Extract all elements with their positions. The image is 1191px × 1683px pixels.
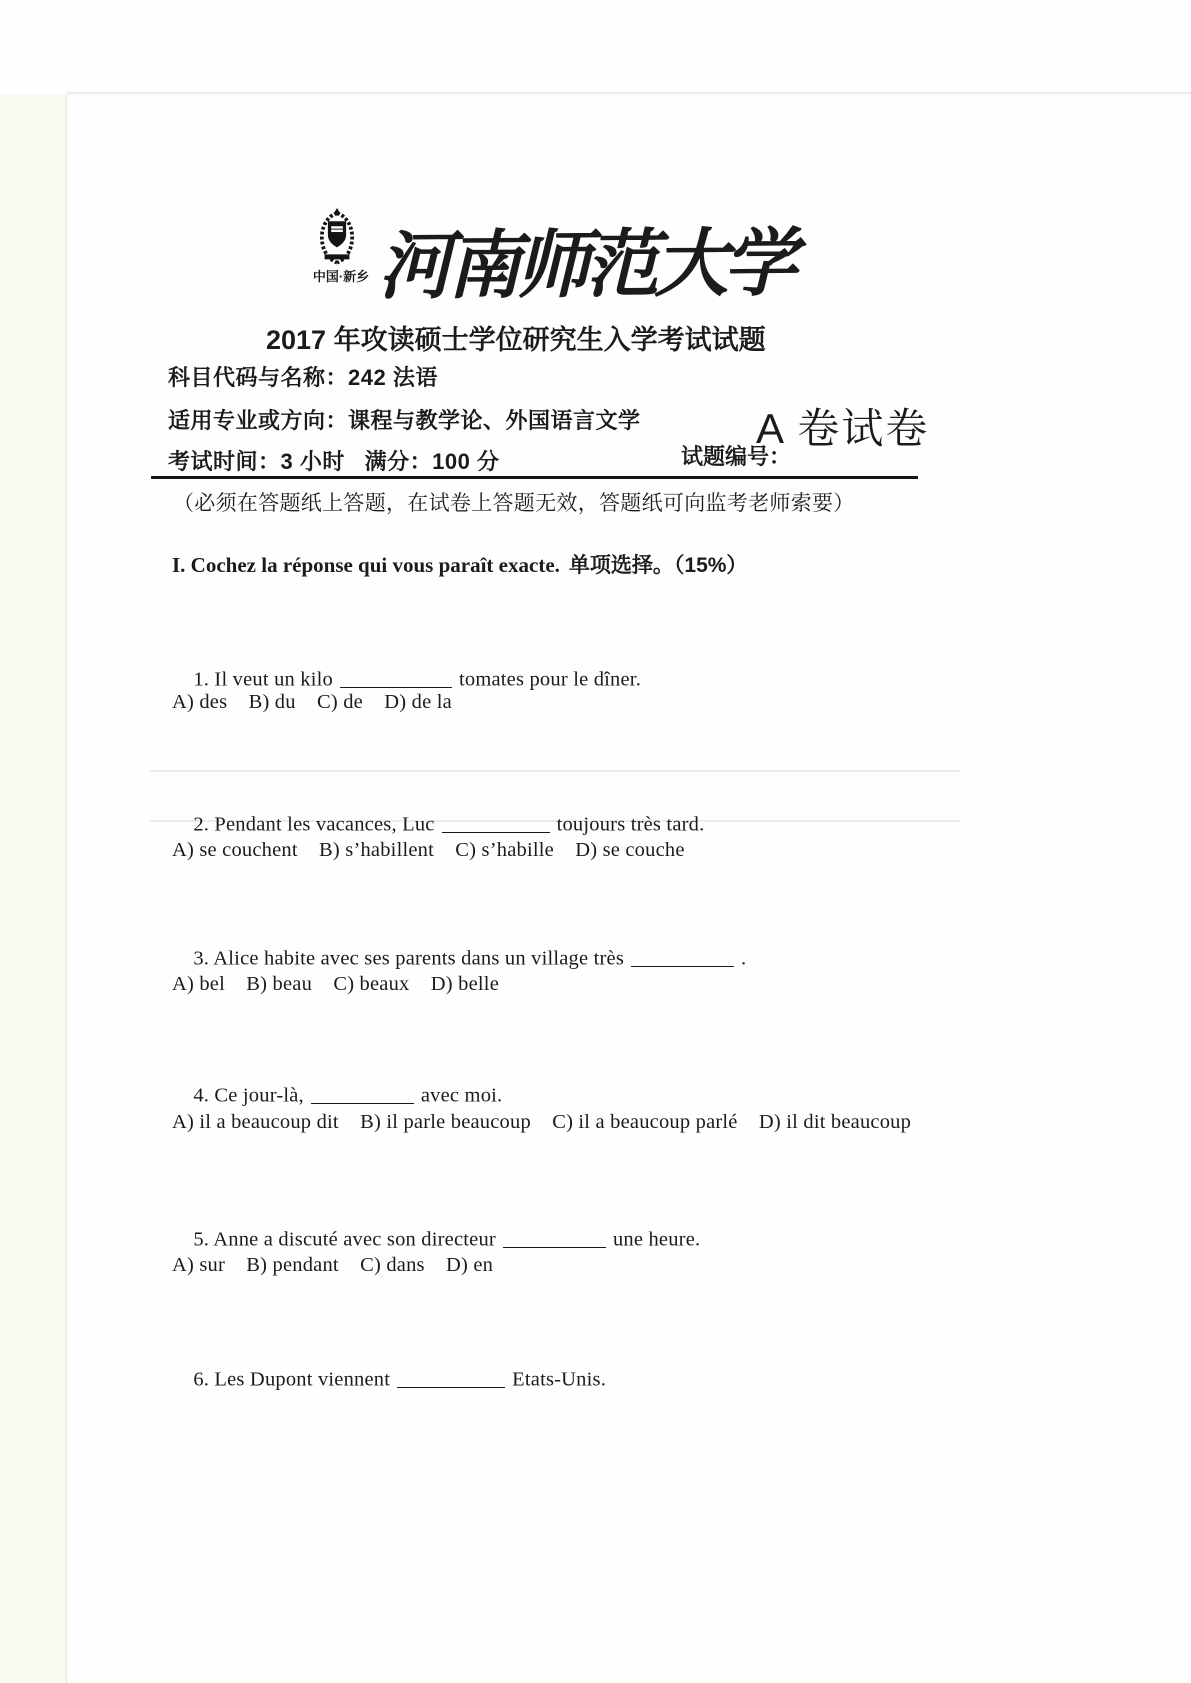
time-score-line: 考试时间：3 小时 满分：100 分: [168, 449, 500, 474]
exam-title: 2017 年攻读硕士学位研究生入学考试试题: [266, 325, 766, 355]
question-3-text-after: .: [741, 947, 747, 970]
emblem-caption: 中国·新乡: [312, 269, 370, 284]
question-2-text-before: 2. Pendant les vacances, Luc: [193, 813, 435, 836]
section-1-heading-french: I. Cochez la réponse qui vous paraît exacte.: [172, 553, 560, 577]
question-6-answer-blank: [397, 1368, 505, 1388]
answer-sheet-notice: （必须在答题纸上答题，在试卷上答题无效，答题纸可向监考老师索要）: [173, 492, 855, 515]
university-name-calligraphy: 河南师范大学: [377, 223, 793, 309]
question-4-text-before: 4. Ce jour-là,: [193, 1084, 304, 1107]
section-1-heading: [172, 549, 747, 579]
scan-margin-strip: [0, 94, 67, 1683]
question-6-text-after: Etats-Unis.: [512, 1368, 607, 1391]
question-2-text-after: toujours très tard.: [556, 813, 705, 836]
question-1-text-before: 1. Il veut un kilo: [193, 668, 333, 691]
question-1-text-after: tomates pour le dîner.: [459, 668, 642, 691]
question-5-options: A) sur B) pendant C) dans D) en: [172, 1254, 494, 1276]
question-5-text-after: une heure.: [612, 1228, 701, 1251]
question-6: [172, 1342, 606, 1414]
question-6-text-before: 6. Les Dupont viennent: [193, 1368, 391, 1391]
section-1-heading-chinese: 单项选择。（15%）: [568, 554, 748, 577]
subject-code-line: 科目代码与名称：242 法语: [168, 365, 438, 390]
question-2-options: A) se couchent B) s’habillent C) s’habille D) se couche: [172, 839, 685, 861]
question-2-answer-blank: [442, 813, 550, 833]
paper-version-stamp: A 卷试卷: [756, 405, 930, 452]
scan-streak: [150, 770, 960, 772]
page-top-edge: [67, 92, 1191, 95]
question-5-answer-blank: [503, 1228, 606, 1248]
question-4-answer-blank: [311, 1084, 414, 1104]
paper-number-label: 试题编号：: [681, 444, 792, 469]
question-5-text-before: 5. Anne a discuté avec son directeur: [193, 1228, 496, 1251]
question-1-options: A) des B) du C) de D) de la: [172, 691, 452, 713]
question-4-options: A) il a beaucoup dit B) il parle beaucoup C) il a beaucoup parlé D) il dit beaucoup: [172, 1111, 912, 1133]
university-emblem-icon: [312, 208, 362, 271]
question-4-text-after: avec moi.: [420, 1084, 503, 1107]
header-divider-line: [151, 476, 918, 479]
question-3-text-before: 3. Alice habite avec ses parents dans un village très: [193, 947, 625, 970]
question-1-answer-blank: [340, 668, 452, 688]
question-3-answer-blank: [631, 947, 734, 967]
applicable-major-line: 适用专业或方向：课程与教学论、外国语言文学: [168, 408, 641, 433]
question-3-options: A) bel B) beau C) beaux D) belle: [172, 973, 499, 995]
